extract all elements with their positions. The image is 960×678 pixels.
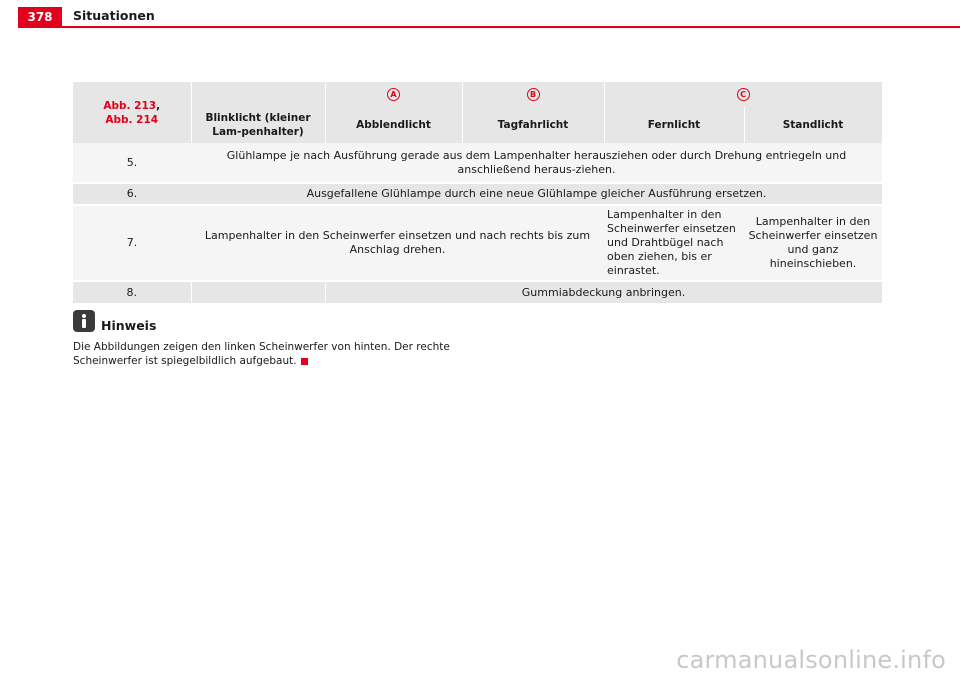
table-row-step-6 [73,183,882,205]
step-number: 7. [73,205,191,281]
column-header-blinklicht: Blinklicht (kleiner Lam-penhalter) [191,107,325,143]
column-header-fernlicht: Fernlicht [604,107,744,143]
column-header-tagfahrlicht: Tagfahrlicht [462,107,604,143]
end-of-section-icon [301,358,308,365]
page-number: 378 [18,7,62,27]
table-row-step-5 [73,143,882,183]
table-row-step-7 [73,205,882,281]
page-title: Situationen [73,8,155,23]
step-text-wire-clip: Lampenhalter in den Scheinwerfer einsetzen und Drahtbügel nach oben ziehen, bis er einrastet. [604,205,744,281]
marker-cell-b [462,82,604,107]
bulb-replacement-table [73,82,883,303]
column-header-abblendlicht: Abblendlicht [325,107,462,143]
step-text: Gummiabdeckung anbringen. [325,281,882,303]
marker-cell-c [604,82,882,107]
step-number: 5. [73,143,191,183]
column-header-row [73,107,882,143]
note-title: Hinweis [101,318,157,333]
marker-c-icon: C [737,88,750,101]
step-cell-empty [191,281,325,303]
column-header-standlicht: Standlicht [744,107,882,143]
step-text-push-in: Lampenhalter in den Scheinwerfer einsetzen und ganz hineinschieben. [744,205,882,281]
note-body [73,340,493,368]
figure-reference [73,82,191,143]
marker-cell-empty [191,82,325,107]
marker-cell-a [325,82,462,107]
step-text: Ausgefallene Glühlampe durch eine neue Glühlampe gleicher Ausführung ersetzen. [191,183,882,205]
page-header [0,0,960,30]
info-note-icon [73,310,95,332]
marker-row [73,82,882,107]
marker-b-icon: B [527,88,540,101]
step-number: 6. [73,183,191,205]
step-number: 8. [73,281,191,303]
figure-ref-213[interactable]: Abb. 213 [103,99,157,112]
table-row-step-8 [73,281,882,303]
note-text: Die Abbildungen zeigen den linken Scheinwerfer von hinten. Der rechte Scheinwerfer ist spiegelbildlich aufgebaut. [73,341,450,367]
step-text: Glühlampe je nach Ausführung gerade aus dem Lampenhalter herausziehen oder durch Drehung entriegeln und anschließend heraus-ziehen. [191,143,882,183]
marker-a-icon: A [387,88,400,101]
header-divider [18,26,960,28]
figure-ref-214[interactable]: Abb. 214 [105,113,159,126]
figure-ref-separator: , [156,99,161,112]
step-text-rotate: Lampenhalter in den Scheinwerfer einsetzen und nach rechts bis zum Anschlag drehen. [191,205,604,281]
watermark: carmanualsonline.info [676,646,946,674]
